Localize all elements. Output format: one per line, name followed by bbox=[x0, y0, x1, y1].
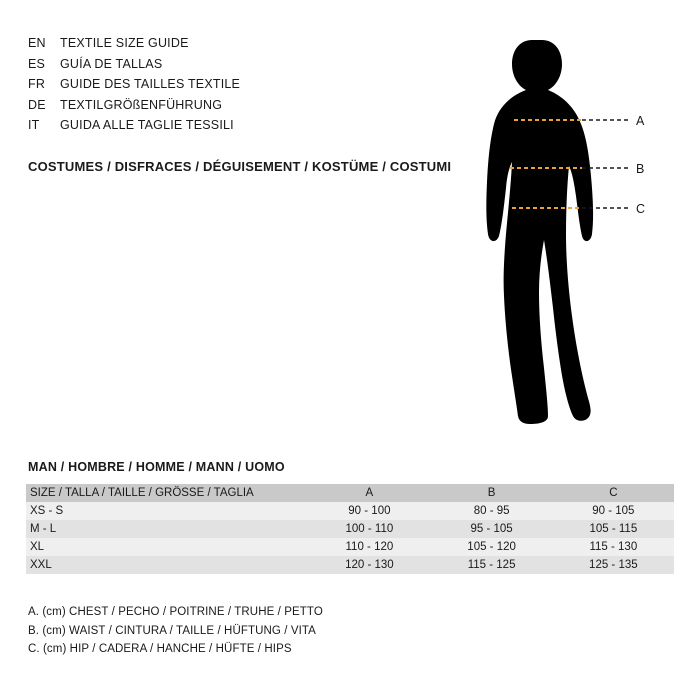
cell-waist: 105 - 120 bbox=[467, 541, 516, 553]
table-row bbox=[26, 556, 674, 574]
cell-chest: 110 - 120 bbox=[345, 541, 394, 553]
cell-hip: 115 - 130 bbox=[589, 541, 638, 553]
language-code: EN bbox=[28, 36, 46, 50]
silhouette-icon bbox=[486, 40, 593, 424]
column-header-a: A bbox=[365, 487, 374, 499]
language-row bbox=[28, 74, 240, 95]
cell-chest: 90 - 100 bbox=[348, 505, 391, 517]
male-silhouette-figure bbox=[470, 20, 690, 440]
size-table-body bbox=[26, 502, 674, 574]
table-heading: MAN / HOMBRE / HOMME / MANN / UOMO bbox=[28, 460, 285, 474]
cell-size: M - L bbox=[30, 523, 57, 535]
language-code: ES bbox=[28, 56, 46, 71]
language-title: GUÍA DE TALLAS bbox=[60, 56, 163, 71]
language-code: IT bbox=[28, 118, 40, 132]
column-header-c: C bbox=[609, 487, 618, 499]
column-header-b: B bbox=[487, 487, 496, 499]
language-row bbox=[28, 54, 240, 75]
table-header-row bbox=[26, 484, 674, 502]
language-row bbox=[28, 33, 240, 54]
language-title: TEXTILGRÖßENFÜHRUNG bbox=[60, 97, 223, 112]
size-table bbox=[26, 484, 674, 574]
cell-chest: 100 - 110 bbox=[345, 523, 394, 535]
measurement-legend bbox=[28, 603, 323, 659]
cell-size: XS - S bbox=[30, 505, 64, 517]
legend-waist: B. (cm) WAIST / CINTURA / TAILLE / HÜFTUNG / VITA bbox=[28, 624, 316, 637]
costumes-subtitle: COSTUMES / DISFRACES / DÉGUISEMENT / KOSTÜME / COSTUMI bbox=[28, 159, 452, 174]
column-header-size: SIZE / TALLA / TAILLE / GRÖSSE / TAGLIA bbox=[30, 487, 254, 499]
cell-size: XXL bbox=[30, 559, 52, 571]
chest-marker-label: A bbox=[636, 114, 645, 128]
language-row bbox=[28, 115, 240, 136]
table-row bbox=[26, 502, 674, 520]
legend-hip: C. (cm) HIP / CADERA / HANCHE / HÜFTE / HIPS bbox=[28, 643, 292, 655]
legend-chest: A. (cm) CHEST / PECHO / POITRINE / TRUHE / PETTO bbox=[28, 606, 323, 618]
language-row bbox=[28, 95, 240, 116]
cell-hip: 125 - 135 bbox=[589, 559, 638, 571]
language-code: DE bbox=[28, 97, 46, 112]
waist-marker-label: B bbox=[636, 162, 645, 176]
cell-waist: 115 - 125 bbox=[467, 559, 516, 571]
table-row bbox=[26, 538, 674, 556]
cell-waist: 95 - 105 bbox=[470, 523, 513, 535]
cell-hip: 90 - 105 bbox=[592, 505, 635, 517]
language-code: FR bbox=[28, 77, 46, 91]
cell-chest: 120 - 130 bbox=[345, 559, 394, 571]
table-row bbox=[26, 520, 674, 538]
cell-size: XL bbox=[30, 541, 45, 553]
language-title: GUIDA ALLE TAGLIE TESSILI bbox=[60, 118, 234, 132]
language-title: TEXTILE SIZE GUIDE bbox=[60, 36, 189, 50]
language-list bbox=[28, 33, 240, 136]
size-table-header bbox=[26, 484, 674, 502]
language-title: GUIDE DES TAILLES TEXTILE bbox=[60, 77, 241, 91]
cell-waist: 80 - 95 bbox=[473, 505, 510, 517]
hip-marker-label: C bbox=[636, 202, 646, 216]
cell-hip: 105 - 115 bbox=[589, 523, 638, 535]
